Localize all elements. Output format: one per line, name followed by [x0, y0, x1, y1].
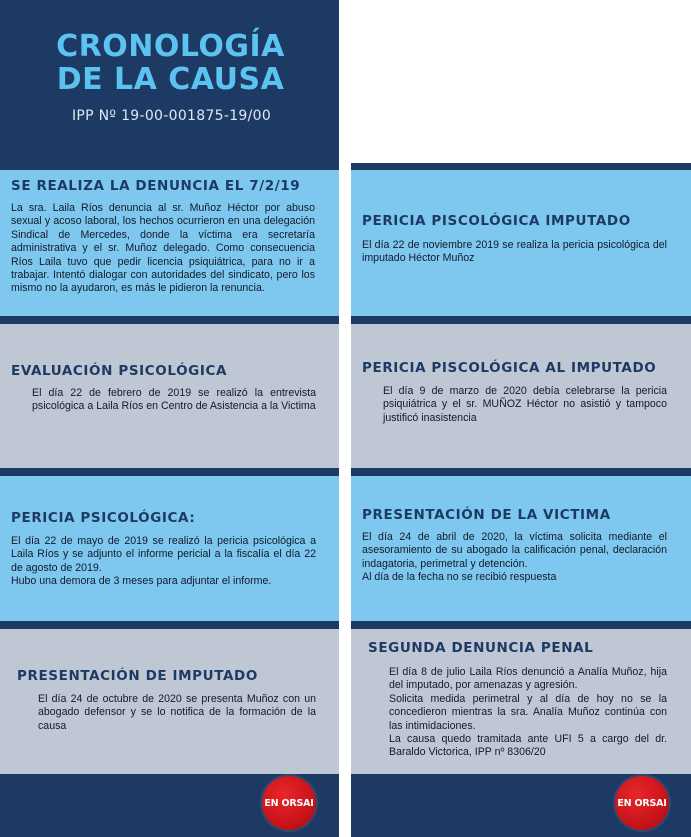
title-line-1: CRONOLOGÍA	[56, 29, 285, 64]
section-heading: SEGUNDA DENUNCIA PENAL	[368, 640, 594, 656]
section-body: El día 22 de mayo de 2019 se realizó la pericia psicológica a Laila Ríos y se adjunto el informe pericial a la fiscalía el día 22 de agosto de 2019. Hubo una demora de 3 meses para adjuntar el informe.	[11, 535, 316, 588]
section-denuncia	[0, 170, 339, 316]
section-presentacion-imputado	[0, 629, 339, 774]
section-body: El día 24 de octubre de 2020 se presenta Muñoz con un abogado defensor y se lo notifica de la formación de la causa	[38, 693, 316, 732]
section-body: La sra. Laila Ríos denuncia al sr. Muñoz Héctor por abuso sexual y acoso laboral, los hechos ocurrieron en una delegación Sindical de Mercedes, donde la víctima era secretaría administrativa y el sr. Muñoz delegado. Como consecuencia Ríos Laila tuvo que pedir licencia psiquiátrica, para no ir a trabajar. Intentó dialogar con autoridades del sindicato, pero los mismo no la ayudaron, es más le pidieron la renuncia.	[11, 202, 315, 295]
section-heading: SE REALIZA LA DENUNCIA EL 7/2/19	[11, 178, 301, 194]
section-evaluacion	[0, 324, 339, 468]
section-heading: PRESENTACIÓN DE IMPUTADO	[17, 668, 258, 684]
en-orsai-logo: EN ORSAI	[615, 776, 669, 830]
page-title	[0, 30, 339, 96]
section-heading: PERICIA PISCOLÓGICA AL IMPUTADO	[362, 360, 657, 376]
section-pericia	[0, 476, 339, 621]
section-body: El día 8 de julio Laila Ríos denunció a Analía Muñoz, hija del imputado, por amenazas y agresión. Solicita medida perimetral y al día de hoy no se la concedieron mientras la sra. Analía Muñoz continúa con las intimidaciones. La causa quedo tramitada ante UFI 5 a cargo del dr. Baraldo Victorica, IPP nº 8306/20	[389, 666, 667, 759]
left-column	[0, 0, 339, 837]
section-pericia-imputado	[351, 170, 691, 316]
section-segunda-denuncia	[351, 629, 691, 774]
section-heading: PRESENTACIÓN DE LA VICTIMA	[362, 507, 611, 523]
section-body: El día 24 de abril de 2020, la víctima solicita mediante el asesoramiento de su abogado la calificación penal, declaración indagatoria, perimetral y detención. Al día de la fecha no se recibió respuesta	[362, 531, 667, 584]
case-number: IPP Nº 19-00-001875-19/00	[72, 108, 272, 124]
section-heading: EVALUACIÓN PSICOLÓGICA	[11, 363, 228, 379]
section-body: El día 9 de marzo de 2020 debía celebrarse la pericia psiquiátrica y el sr. MUÑOZ Héctor no asistió y tampoco justificó inasistencia	[383, 385, 667, 424]
right-column	[351, 0, 691, 837]
section-body: El día 22 de noviembre 2019 se realiza la pericia psicológica del imputado Héctor Muñoz	[362, 239, 667, 265]
section-heading: PERICIA PISCOLÓGICA IMPUTADO	[362, 213, 631, 229]
section-presentacion-victima	[351, 476, 691, 621]
section-body: El día 22 de febrero de 2019 se realizó la entrevista psicológica a Laila Ríos en Centro de Asistencia a la Victima	[32, 387, 316, 413]
title-line-2: DE LA CAUSA	[56, 62, 285, 97]
en-orsai-logo: EN ORSAI	[262, 776, 316, 830]
section-pericia-al-imputado	[351, 324, 691, 468]
section-heading: PERICIA PSICOLÓGICA:	[11, 510, 196, 526]
